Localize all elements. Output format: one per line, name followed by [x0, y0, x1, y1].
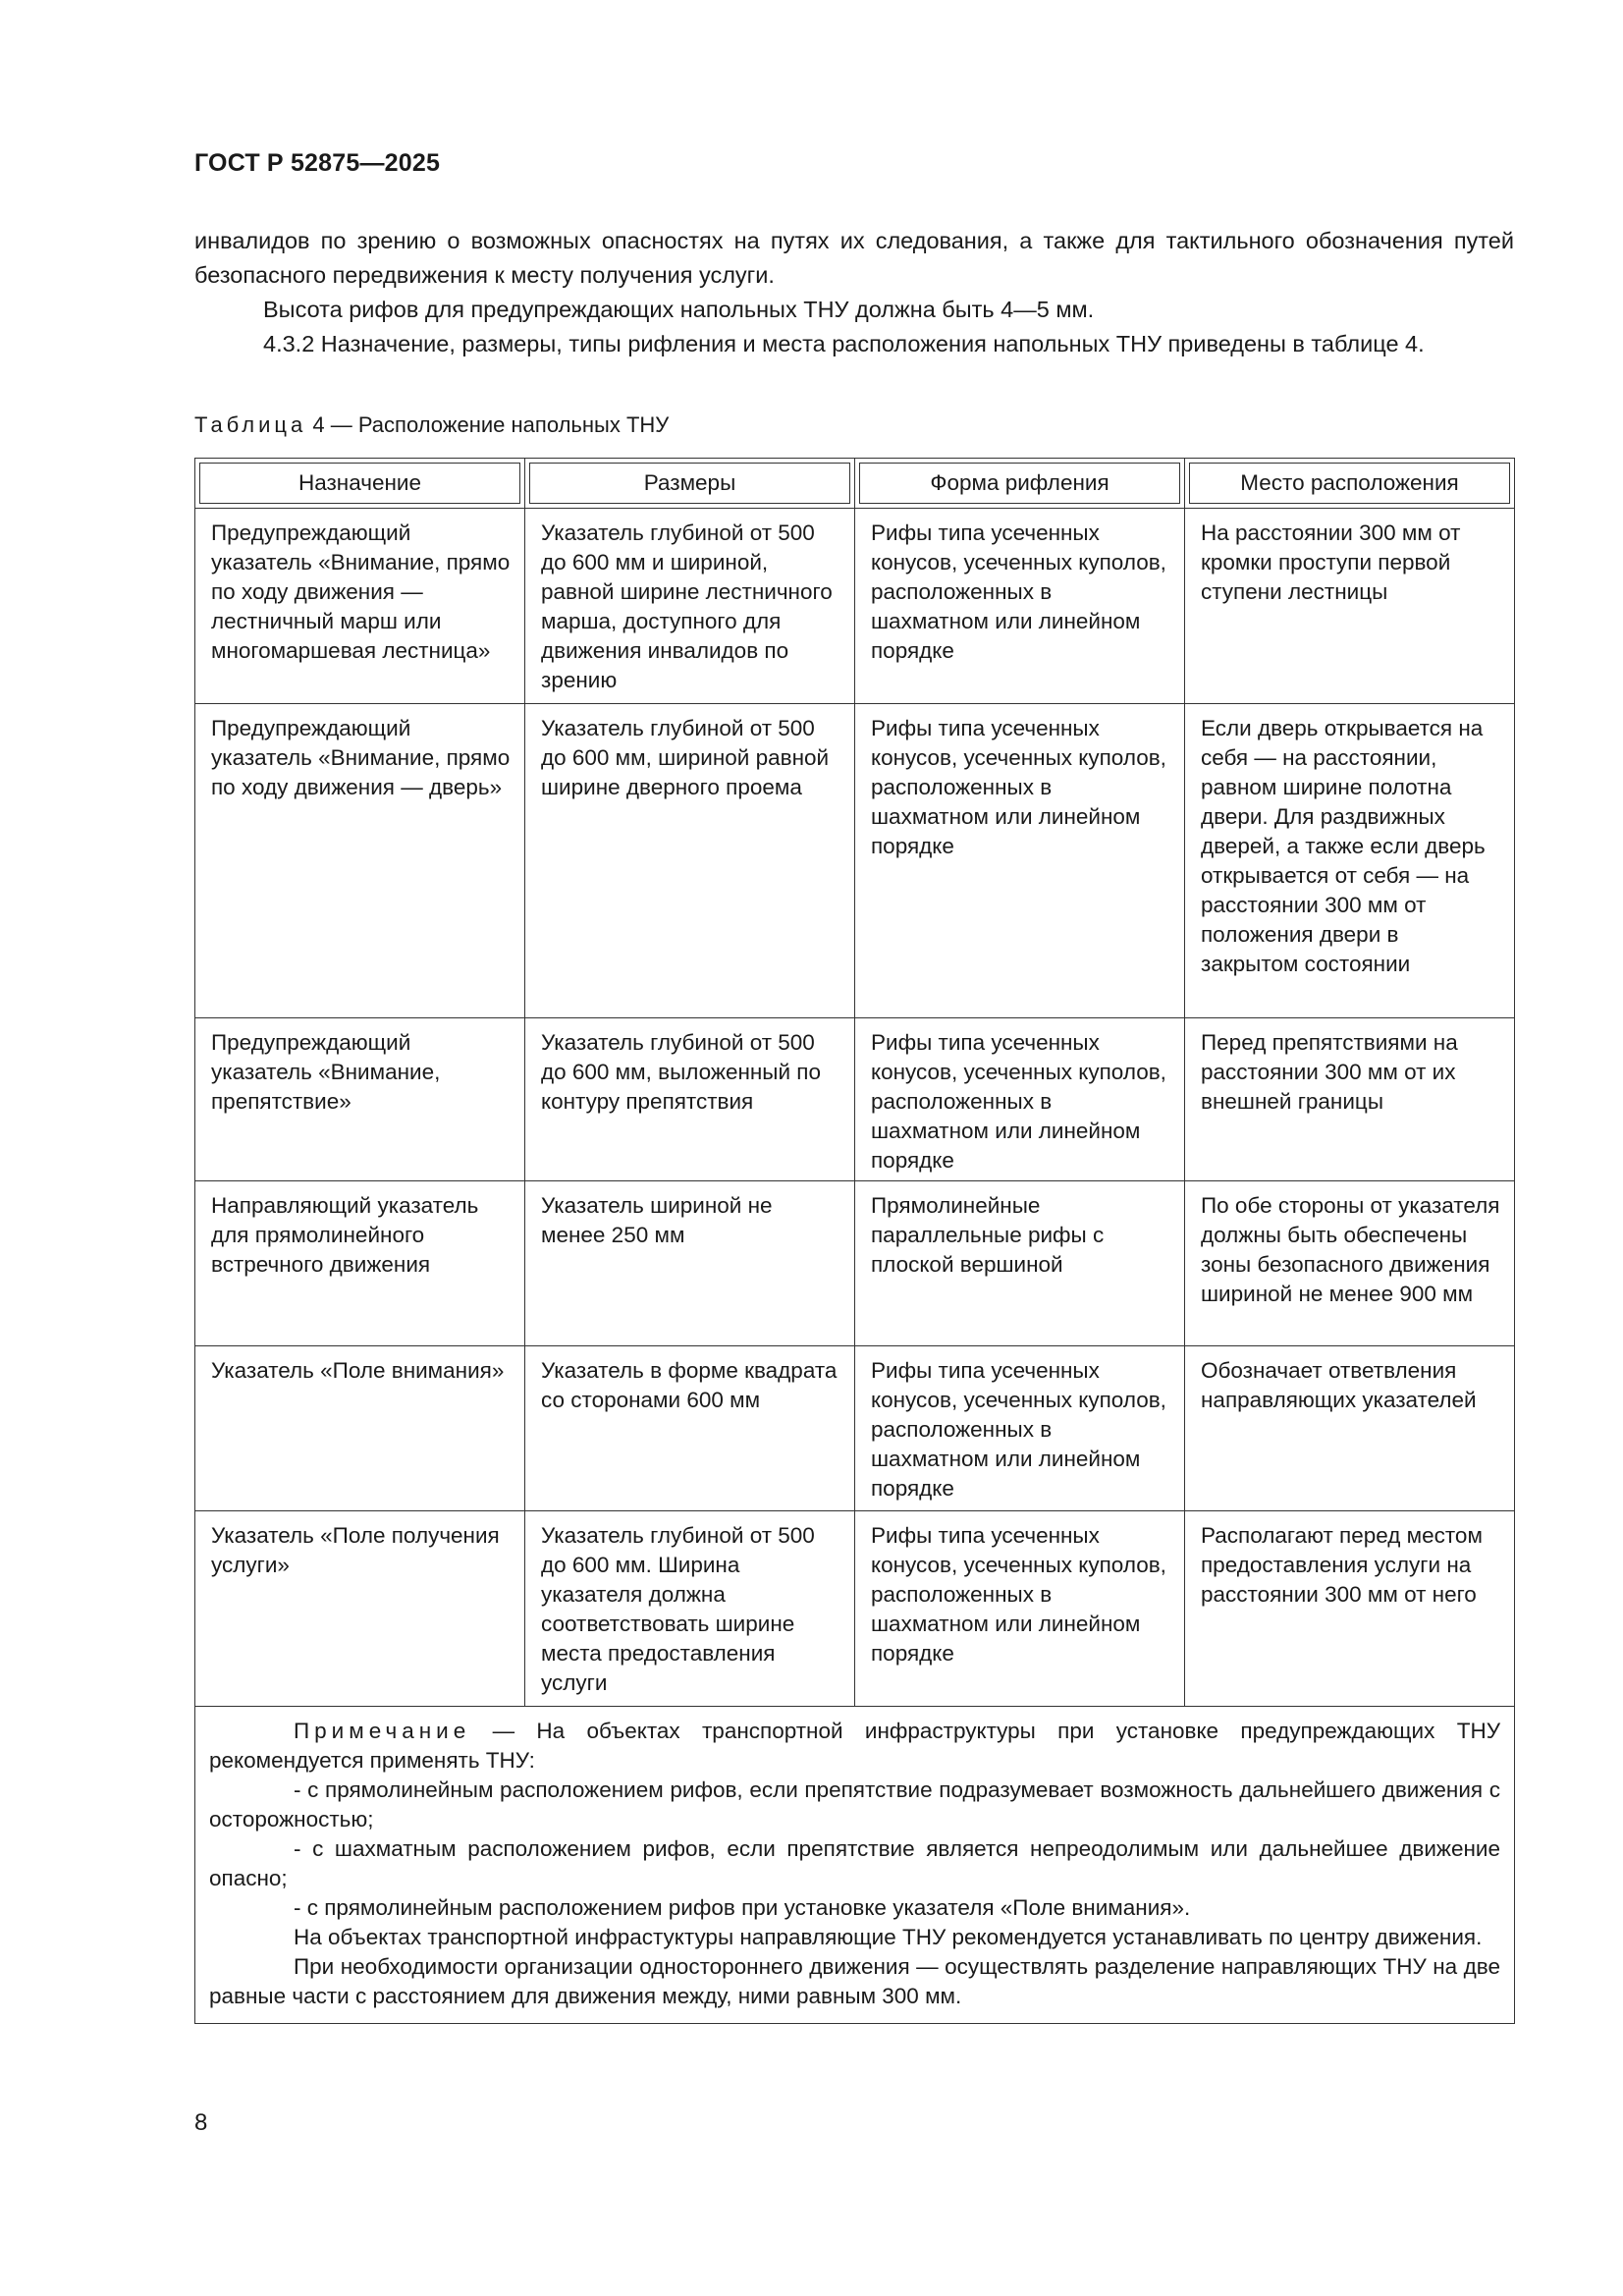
note-intro-text: — На объектах транспортной инфраструктуры при установке предупреждающих ТНУ рекомендуется применять ТНУ: — [209, 1719, 1500, 1773]
table-header-cell: Место расположения — [1185, 459, 1515, 509]
table-row — [195, 1181, 1515, 1346]
table-cell: На расстоянии 300 мм от кромки проступи первой ступени лестницы — [1185, 509, 1515, 704]
table-caption-number: 4 — [312, 412, 325, 437]
document-header: ГОСТ Р 52875—2025 — [194, 149, 441, 177]
note-list-item: - с прямолинейным расположением рифов, если препятствие подразумевает возможность дальнейшего движения с осторожностью; — [209, 1777, 1500, 1831]
table-row — [195, 704, 1515, 1018]
table-header-cell: Размеры — [525, 459, 855, 509]
table-header-row — [195, 459, 1515, 509]
note-list-item: - с шахматным расположением рифов, если препятствие является непреодолимым или дальнейшее движение опасно; — [209, 1836, 1500, 1890]
table-header-cell: Форма рифления — [855, 459, 1185, 509]
paragraph: инвалидов по зрению о возможных опасностях на путях их следования, а также для тактильного обозначения путей безопасного передвижения к месту получения услуги. — [194, 228, 1514, 288]
table-cell: Рифы типа усеченных конусов, усеченных куполов, расположенных в шахматном или линейном порядке — [855, 1346, 1185, 1511]
note-paragraph: При необходимости организации одностороннего движения — осуществлять разделение направляющих ТНУ на две равные части с расстоянием для движения между, ними равным 300 мм. — [209, 1954, 1500, 2008]
table-cell: Направляющий указатель для прямолинейного встречного движения — [195, 1181, 525, 1346]
body-text — [194, 224, 1514, 361]
note-paragraph: На объектах транспортной инфрастуктуры направляющие ТНУ рекомендуется устанавливать по центру движения. — [294, 1925, 1483, 1949]
table-cell: Предупреждающий указатель «Внимание, прямо по ходу движения — дверь» — [195, 704, 525, 1018]
table-caption-label: Таблица — [194, 412, 307, 437]
paragraph: Высота рифов для предупреждающих напольных ТНУ должна быть 4—5 мм. — [263, 297, 1095, 322]
table-note-row — [195, 1707, 1515, 2024]
table-cell: Прямолинейные параллельные рифы с плоской вершиной — [855, 1181, 1185, 1346]
table-cell: Если дверь открывается на себя — на расстоянии, равном ширине полотна двери. Для раздвижных дверей, а также если дверь открывается от себя — на расстоянии 300 мм от положения двери в закрытом состоянии — [1185, 704, 1515, 1018]
table-cell: Предупреждающий указатель «Внимание, прямо по ходу движения — лестничный марш или многомаршевая лестница» — [195, 509, 525, 704]
table-row — [195, 509, 1515, 704]
table-caption — [194, 412, 669, 438]
table-cell: Указатель глубиной от 500 до 600 мм, шириной равной ширине дверного проема — [525, 704, 855, 1018]
table-cell: Указатель глубиной от 500 до 600 мм, выложенный по контуру препятствия — [525, 1018, 855, 1181]
table-note — [195, 1707, 1515, 2024]
table-cell: Рифы типа усеченных конусов, усеченных куполов, расположенных в шахматном или линейном порядке — [855, 1511, 1185, 1707]
table-cell: Располагают перед местом предоставления услуги на расстоянии 300 мм от него — [1185, 1511, 1515, 1707]
table-cell: Указатель в форме квадрата со сторонами 600 мм — [525, 1346, 855, 1511]
table-cell: Обозначает ответвления направляющих указателей — [1185, 1346, 1515, 1511]
table-cell: Перед препятствиями на расстоянии 300 мм от их внешней границы — [1185, 1018, 1515, 1181]
page-number: 8 — [194, 2109, 208, 2136]
placement-table — [194, 458, 1515, 2024]
table-cell: По обе стороны от указателя должны быть обеспечены зоны безопасного движения шириной не менее 900 мм — [1185, 1181, 1515, 1346]
table-cell: Указатель шириной не менее 250 мм — [525, 1181, 855, 1346]
table-row — [195, 1511, 1515, 1707]
table-cell: Предупреждающий указатель «Внимание, препятствие» — [195, 1018, 525, 1181]
table-cell: Рифы типа усеченных конусов, усеченных куполов, расположенных в шахматном или линейном порядке — [855, 1018, 1185, 1181]
note-label: Примечание — [294, 1719, 471, 1743]
note-list-item: - с прямолинейным расположением рифов при установке указателя «Поле внимания». — [294, 1895, 1191, 1920]
table-row — [195, 1018, 1515, 1181]
table-cell: Указатель «Поле получения услуги» — [195, 1511, 525, 1707]
table-caption-title: — Расположение напольных ТНУ — [324, 412, 670, 437]
table-cell: Рифы типа усеченных конусов, усеченных куполов, расположенных в шахматном или линейном порядке — [855, 704, 1185, 1018]
table-cell: Указатель глубиной от 500 до 600 мм. Ширина указателя должна соответствовать ширине места предоставления услуги — [525, 1511, 855, 1707]
table-cell: Рифы типа усеченных конусов, усеченных куполов, расположенных в шахматном или линейном порядке — [855, 509, 1185, 704]
paragraph: 4.3.2 Назначение, размеры, типы рифления и места расположения напольных ТНУ приведены в таблице 4. — [263, 331, 1425, 356]
table-cell: Указатель глубиной от 500 до 600 мм и шириной, равной ширине лестничного марша, доступного для движения инвалидов по зрению — [525, 509, 855, 704]
note-intro — [209, 1717, 1500, 1776]
table-row — [195, 1346, 1515, 1511]
table-cell: Указатель «Поле внимания» — [195, 1346, 525, 1511]
table-header-cell: Назначение — [195, 459, 525, 509]
